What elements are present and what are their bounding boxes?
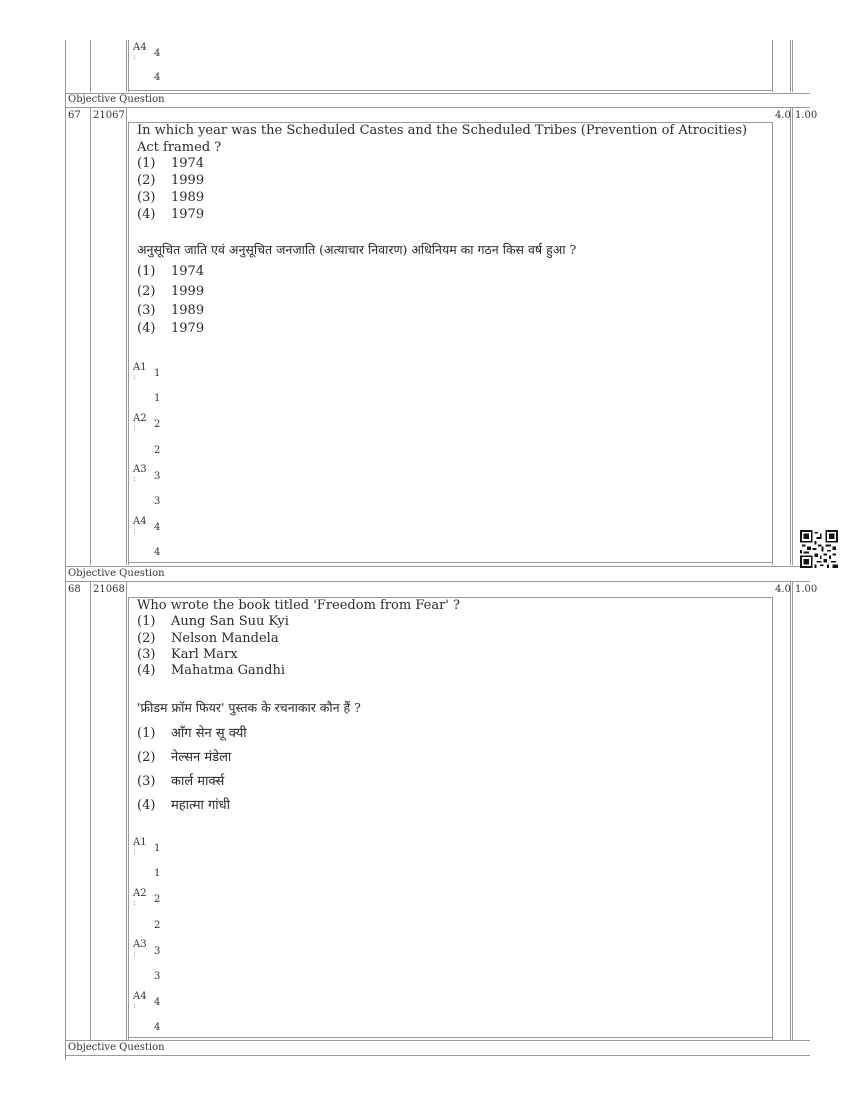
- answer-value: 1: [154, 843, 161, 854]
- grid-line: [772, 122, 773, 565]
- question-text-hindi: अनुसूचित जाति एवं अनुसूचित जनजाति (अत्याचार निवारण) अधिनियम का गठन किस वर्ष हुआ ?: [137, 242, 577, 257]
- grid-line: [128, 90, 772, 91]
- grid-line: [790, 108, 791, 565]
- answer-text: 2: [154, 445, 161, 456]
- option-english: (3) Karl Marx: [137, 647, 238, 662]
- question-id: 21067: [93, 110, 125, 121]
- question-number: 68: [68, 584, 81, 595]
- grid-line: [126, 108, 127, 565]
- answer-label: A3 :: [133, 939, 147, 958]
- option-hindi: (4) 1979: [137, 321, 205, 336]
- grid-line: [792, 40, 793, 92]
- answer-value: 2: [154, 419, 161, 430]
- answer-text: 3: [154, 971, 161, 982]
- grid-line: [772, 597, 773, 1040]
- question-type-label: Objective Question: [68, 568, 165, 579]
- answer-value: 3: [154, 946, 161, 957]
- grid-line: [128, 1037, 772, 1038]
- option-hindi: (4) महात्मा गांधी: [137, 798, 231, 813]
- grid-line: [65, 1055, 810, 1056]
- qr-code-icon: [800, 530, 838, 568]
- answer-label: A4 :: [133, 516, 147, 535]
- question-id: 21068: [93, 584, 125, 595]
- option-hindi: (2) 1999: [137, 284, 205, 299]
- answer-label: A2 :: [133, 413, 147, 432]
- option-english: (4) 1979: [137, 207, 205, 222]
- answer-label: A4 :: [133, 42, 147, 61]
- answer-label: A4 :: [133, 991, 147, 1010]
- option-hindi: (3) कार्ल मार्क्स: [137, 774, 225, 789]
- grid-line: [128, 562, 772, 563]
- answer-text: 1: [154, 393, 161, 404]
- option-english: (1) 1974: [137, 156, 205, 171]
- option-english: (3) 1989: [137, 190, 205, 205]
- option-english: (1) Aung San Suu Kyi: [137, 614, 289, 629]
- grid-line: [128, 122, 129, 565]
- answer-label: A3 :: [133, 464, 147, 483]
- grid-line: [90, 40, 91, 92]
- grid-line: [790, 40, 791, 92]
- grid-line: [126, 582, 127, 1040]
- grid-line: [65, 1040, 810, 1041]
- question-number: 67: [68, 110, 81, 121]
- answer-value: 1: [154, 368, 161, 379]
- option-hindi: (1) 1974: [137, 264, 205, 279]
- question-type-label: Objective Question: [68, 1042, 165, 1053]
- option-english: (2) Nelson Mandela: [137, 631, 279, 646]
- option-hindi: (3) 1989: [137, 303, 205, 318]
- grid-line: [65, 93, 810, 94]
- question-text-english: Who wrote the book titled 'Freedom from Fear' ?: [137, 598, 460, 613]
- grid-line: [65, 581, 810, 582]
- grid-line: [792, 582, 793, 1040]
- option-english: (2) 1999: [137, 173, 205, 188]
- answer-label: A2 :: [133, 888, 147, 907]
- answer-text: 3: [154, 496, 161, 507]
- option-english: (4) Mahatma Gandhi: [137, 663, 285, 678]
- grid-line: [772, 40, 773, 92]
- grid-line: [65, 107, 810, 108]
- answer-text: 2: [154, 920, 161, 931]
- grid-line: [128, 40, 129, 92]
- grid-line: [90, 108, 91, 565]
- grid-line: [128, 597, 129, 1040]
- answer-value: 4: [154, 48, 161, 59]
- question-marks: 4.0: [775, 584, 791, 595]
- answer-value: 4: [154, 997, 161, 1008]
- answer-value: 4: [154, 522, 161, 533]
- question-text-hindi: 'फ्रीडम फ्रॉम फियर' पुस्तक के रचनाकार कौन हैं ?: [137, 700, 361, 715]
- answer-label: A1 :: [133, 362, 147, 381]
- answer-text: 4: [154, 72, 161, 83]
- table-border-left: [65, 40, 66, 1060]
- answer-label: A1 :: [133, 837, 147, 856]
- answer-value: 3: [154, 471, 161, 482]
- answer-value: 2: [154, 894, 161, 905]
- grid-line: [65, 566, 810, 567]
- question-type-label: Objective Question: [68, 94, 165, 105]
- grid-line: [90, 582, 91, 1040]
- answer-text: 4: [154, 547, 161, 558]
- grid-line: [126, 40, 127, 92]
- option-hindi: (2) नेल्सन मंडेला: [137, 750, 232, 765]
- grid-line: [790, 582, 791, 1040]
- answer-text: 1: [154, 868, 161, 879]
- question-negative-marks: 1.00: [795, 110, 818, 121]
- answer-text: 4: [154, 1022, 161, 1033]
- question-text-english: In which year was the Scheduled Castes and the Scheduled Tribes (Prevention of Atrocities) Act framed ?: [137, 123, 748, 155]
- question-negative-marks: 1.00: [795, 584, 818, 595]
- question-marks: 4.0: [775, 110, 791, 121]
- option-hindi: (1) आँग सेन सू क्यी: [137, 726, 247, 741]
- grid-line: [792, 108, 793, 565]
